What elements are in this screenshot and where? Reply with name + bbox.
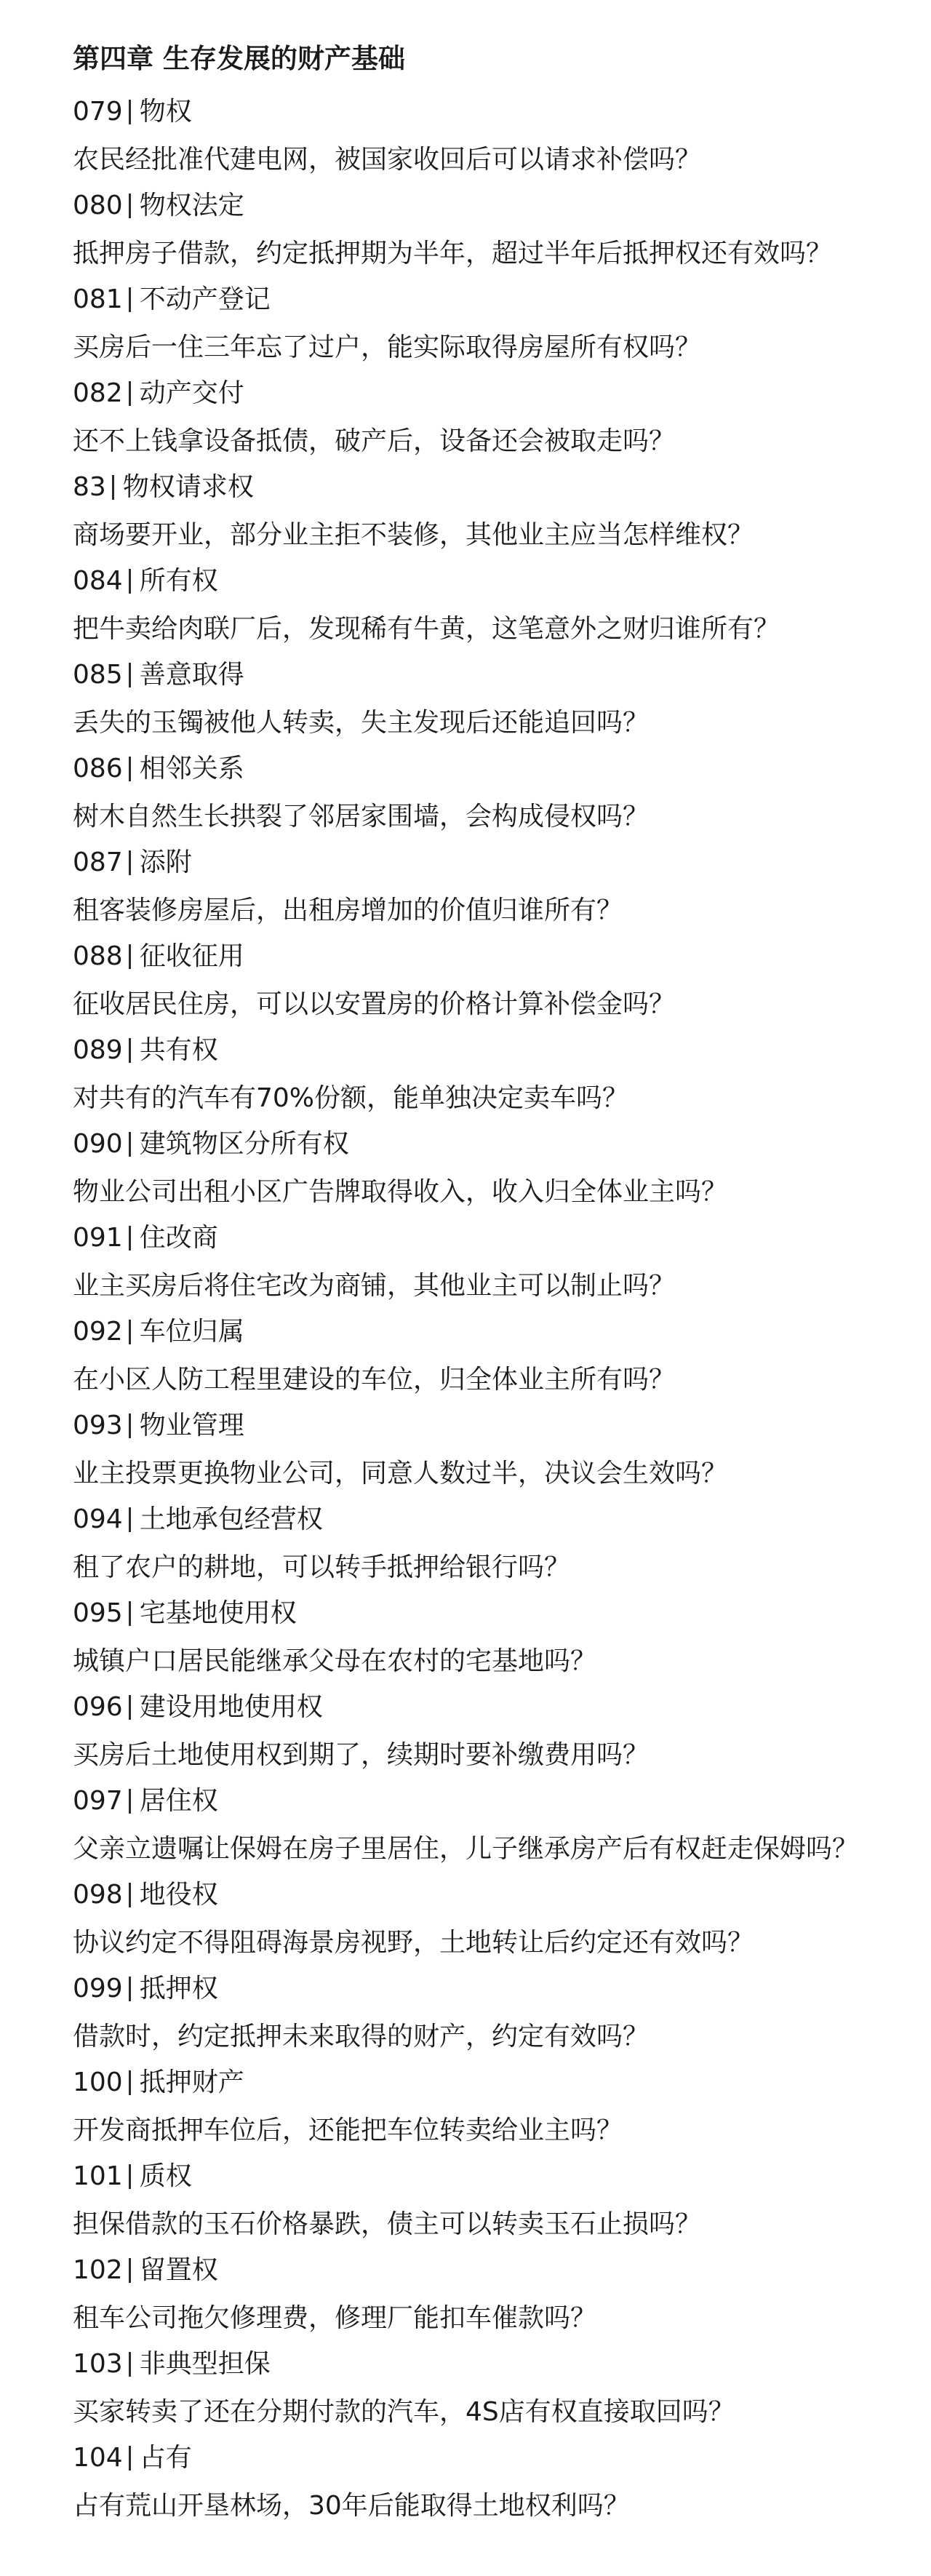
list-item [73,1872,931,1966]
entry-heading [73,1496,931,1544]
entry-list [73,89,931,2529]
entry-title: 宅基地使用权 [139,1598,297,1629]
list-item [73,89,931,183]
separator-bar [129,1320,131,1344]
entry-question: 城镇户口居民能继承父母在农村的宅基地吗？ [73,1646,597,1676]
entry-question: 买家转卖了还在分期付款的汽车，4S店有权直接取回吗？ [73,2396,735,2427]
list-item [73,2341,931,2435]
entry-heading [73,840,931,887]
entry-title: 不动产登记 [139,284,271,315]
entry-number: 090 [73,1129,123,1160]
list-item [73,1215,931,1309]
entry-heading [73,1027,931,1074]
list-item [73,1027,931,1121]
entry-question: 租了农户的耕地，可以转手抵押给银行吗？ [73,1552,571,1582]
separator-bar [129,2070,131,2095]
entry-number: 096 [73,1692,123,1723]
entry-question: 买房后一住三年忘了过户，能实际取得房屋所有权吗？ [73,332,702,362]
entry-title: 物业管理 [139,1411,244,1441]
entry-title: 建设用地使用权 [139,1692,323,1723]
separator-bar [129,1601,131,1626]
entry-question: 物业公司出租小区广告牌取得收入，收入归全体业主吗？ [73,1176,728,1207]
entry-title: 物权法定 [139,191,244,221]
entry-title: 动产交付 [139,378,244,409]
separator-bar [129,1789,131,1814]
entry-title: 抵押权 [139,1974,218,2004]
separator-bar [129,944,131,969]
entry-heading [73,746,931,793]
separator-bar [129,663,131,687]
entry-question: 丢失的玉镯被他人转卖，失主发现后还能追回吗？ [73,707,650,738]
entry-question: 树木自然生长拱裂了邻居家围墙，会构成侵权吗？ [73,801,650,832]
list-item [73,2153,931,2247]
entry-number: 101 [73,2161,123,2192]
separator-bar [129,2164,131,2189]
separator-bar [129,569,131,594]
entry-number: 104 [73,2443,123,2473]
separator-bar [129,1226,131,1251]
entry-number: 087 [73,848,123,878]
entry-title: 非典型担保 [139,2349,271,2380]
entry-number: 089 [73,1035,123,1066]
entry-number: 091 [73,1223,123,1253]
entry-heading [73,2435,931,2482]
entry-heading [73,183,931,230]
list-item [73,1778,931,1872]
entry-number: 097 [73,1786,123,1817]
entry-question: 还不上钱拿设备抵债，破产后，设备还会被取走吗？ [73,426,676,456]
entry-number: 103 [73,2349,123,2380]
separator-bar [129,1883,131,1907]
entry-title: 建筑物区分所有权 [139,1129,349,1160]
entry-question: 占有荒山开垦林场，30年后能取得土地权利吗？ [73,2490,630,2521]
entry-question: 在小区人防工程里建设的车位，归全体业主所有吗？ [73,1364,676,1395]
entry-number: 082 [73,378,123,409]
entry-heading [73,1684,931,1731]
entry-question: 把牛卖给肉联厂后，发现稀有牛黄，这笔意外之财归谁所有？ [73,613,780,644]
separator-bar [129,1132,131,1157]
entry-title: 占有 [139,2443,192,2473]
separator-bar [129,1038,131,1063]
list-item [73,276,931,370]
list-item [73,1966,931,2059]
entry-title: 质权 [139,2161,192,2192]
list-item [73,652,931,746]
separator-bar [129,194,131,218]
separator-bar [129,100,131,124]
entry-heading [73,1403,931,1450]
entry-number: 099 [73,1974,123,2004]
separator-bar [129,1977,131,2001]
entry-question: 对共有的汽车有70%份额，能单独决定卖车吗？ [73,1082,629,1113]
entry-question: 协议约定不得阻碍海景房视野，土地转让后约定还有效吗？ [73,1927,754,1958]
entry-number: 079 [73,97,123,127]
entry-title: 地役权 [139,1880,218,1910]
list-item [73,1590,931,1684]
separator-bar [129,2352,131,2377]
entry-title: 物权请求权 [122,472,254,503]
entry-number: 085 [73,660,123,690]
entry-number: 100 [73,2067,123,2098]
list-item [73,558,931,652]
list-item [73,464,931,558]
entry-title: 土地承包经营权 [139,1504,323,1535]
entry-number: 094 [73,1504,123,1535]
list-item [73,746,931,840]
entry-number: 086 [73,754,123,784]
entry-number: 080 [73,191,123,221]
list-item [73,933,931,1027]
entry-title: 所有权 [139,566,218,597]
entry-title: 车位归属 [139,1317,244,1347]
list-item [73,1309,931,1403]
entry-heading [73,2153,931,2201]
chapter-title: 第四章 生存发展的财产基础 [73,43,405,74]
entry-heading [73,1215,931,1262]
entry-heading [73,1309,931,1356]
entry-question: 买房后土地使用权到期了，续期时要补缴费用吗？ [73,1739,650,1770]
separator-bar [129,2258,131,2283]
entry-heading [73,276,931,324]
list-item [73,840,931,933]
entry-question: 业主买房后将住宅改为商铺，其他业主可以制止吗？ [73,1270,676,1301]
entry-question: 担保借款的玉石价格暴跌，债主可以转卖玉石止损吗？ [73,2209,702,2239]
entry-heading [73,933,931,981]
entry-number: 088 [73,941,123,972]
entry-heading [73,1872,931,1919]
list-item [73,1496,931,1590]
list-item [73,2247,931,2341]
entry-title: 添附 [139,848,192,878]
entry-title: 居住权 [139,1786,218,1817]
entry-title: 住改商 [139,1223,218,1253]
entry-heading [73,558,931,605]
entry-question: 租客装修房屋后，出租房增加的价值归谁所有？ [73,895,623,925]
separator-bar [129,1507,131,1532]
entry-title: 善意取得 [139,660,244,690]
entry-number: 084 [73,566,123,597]
list-item [73,2059,931,2153]
separator-bar [129,1695,131,1720]
entry-heading [73,2341,931,2388]
entry-question: 父亲立遗嘱让保姆在房子里居住，儿子继承房产后有权赶走保姆吗？ [73,1833,859,1864]
entry-heading [73,1778,931,1825]
entry-number: 83 [73,472,106,503]
separator-bar [129,287,131,312]
list-item [73,1684,931,1778]
entry-title: 共有权 [139,1035,218,1066]
entry-question: 抵押房子借款，约定抵押期为半年，超过半年后抵押权还有效吗？ [73,238,833,268]
entry-heading [73,652,931,699]
entry-heading [73,370,931,418]
separator-bar [129,850,131,875]
entry-question: 业主投票更换物业公司，同意人数过半，决议会生效吗？ [73,1458,728,1488]
list-item [73,2435,931,2529]
entry-question: 租车公司拖欠修理费，修理厂能扣车催款吗？ [73,2302,597,2333]
entry-question: 农民经批准代建电网，被国家收回后可以请求补偿吗？ [73,144,702,175]
list-item [73,183,931,276]
entry-question: 征收居民住房，可以以安置房的价格计算补偿金吗？ [73,989,676,1019]
entry-heading [73,1590,931,1638]
entry-title: 征收征用 [139,941,244,972]
list-item [73,1121,931,1215]
entry-heading [73,2247,931,2294]
separator-bar [129,381,131,406]
entry-title: 抵押财产 [139,2067,244,2098]
entry-number: 095 [73,1598,123,1629]
entry-heading [73,89,931,136]
entry-question: 开发商抵押车位后，还能把车位转卖给业主吗？ [73,2115,623,2145]
entry-heading [73,2059,931,2107]
separator-bar [112,475,114,500]
entry-heading [73,1966,931,2013]
separator-bar [129,2446,131,2471]
entry-number: 098 [73,1880,123,1910]
separator-bar [129,1413,131,1438]
list-item [73,1403,931,1496]
entry-number: 081 [73,284,123,315]
entry-number: 093 [73,1411,123,1441]
list-item [73,370,931,464]
separator-bar [129,757,131,781]
entry-question: 商场要开业，部分业主拒不装修，其他业主应当怎样维权？ [73,519,754,550]
entry-question: 借款时，约定抵押未来取得的财产，约定有效吗？ [73,2021,650,2051]
entry-number: 092 [73,1317,123,1347]
entry-number: 102 [73,2255,123,2286]
entry-title: 物权 [139,97,192,127]
entry-title: 相邻关系 [139,754,244,784]
entry-heading [73,1121,931,1168]
entry-title: 留置权 [139,2255,218,2286]
entry-heading [73,464,931,511]
